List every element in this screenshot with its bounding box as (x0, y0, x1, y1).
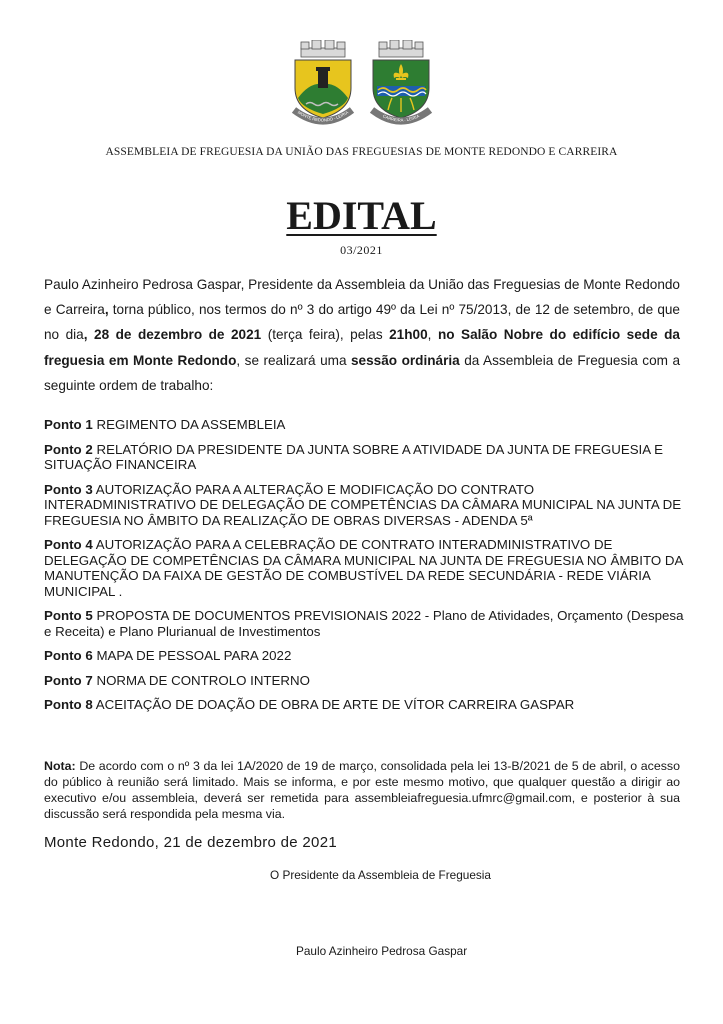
agenda-item (44, 417, 684, 433)
agenda-item (44, 648, 684, 664)
agenda-item-text: RELATÓRIO DA PRESIDENTE DA JUNTA SOBRE A ATIVIDADE DA JUNTA DE FREGUESIA E SITUAÇÃO FINANCEIRA (44, 441, 663, 472)
monte-redondo-coat-of-arms (288, 40, 358, 126)
intro-text-1: Paulo Azinheiro Pedrosa Gaspar, Presidente da Assembleia da União das Freguesias de Monte Redondo e Carreira (44, 277, 680, 318)
agenda-item-label: Ponto 8 (44, 697, 93, 712)
agenda-item-text: MAPA DE PESSOAL PARA 2022 (96, 648, 292, 663)
intro-text-3: (terça feira), pelas (261, 327, 390, 343)
session-type: sessão ordinária (351, 352, 460, 368)
agenda-item (44, 697, 684, 713)
agenda-item (44, 482, 684, 529)
note-paragraph (44, 758, 680, 822)
contact-email[interactable]: assembleiafreguesia.ufmrc@gmail.com (354, 791, 572, 805)
agenda-item-label: Ponto 6 (44, 648, 93, 663)
intro-text-2: torna público, nos termos do nº 3 do artigo 49º da Lei nº 75/2013, de 12 de setembro, de que no dia (44, 302, 680, 343)
meeting-date: , 28 de dezembro de 2021 (83, 327, 262, 343)
intro-bold-1: , (104, 302, 109, 318)
agenda-item (44, 673, 684, 689)
agenda-item-text: AUTORIZAÇÃO PARA A ALTERAÇÃO E MODIFICAÇÃO DO CONTRATO INTERADMINISTRATIVO DE DELEGAÇÃO DE COMPETÊNCIAS DA CÂMARA MUNICIPAL NA JUNTA DE FREGUESIA NO ÂMBITO DA REALIZAÇÃO DE OBRAS DIVERSAS - ADENDA 5ª (44, 481, 682, 528)
agenda-item-label: Ponto 5 (44, 608, 93, 623)
place-and-date: Monte Redondo, 21 de dezembro de 2021 (44, 834, 337, 851)
agenda-item (44, 537, 684, 599)
agenda-item-label: Ponto 3 (44, 481, 93, 497)
right-motto: CARREIRA - LEIRIA (382, 113, 420, 123)
meeting-time: 21h00 (389, 327, 428, 343)
note-text-end: , e posterior à sua discussão será respondida pela mesma via. (44, 791, 680, 821)
agenda-item-text: AUTORIZAÇÃO PARA A CELEBRAÇÃO DE CONTRATO INTERADMINISTRATIVO DE DELEGAÇÃO DE COMPETÊNCIAS DA CÂMARA MUNICIPAL NA JUNTA DE FREGUESIA NO ÂMBITO DA MANUTENÇÃO DA FAIXA DE GESTÃO DE COMBUSTÍVEL DA REDE SECUNDÁRIA - REDE VIÁRIA MUNICIPAL . (44, 537, 683, 599)
agenda-item-text: ACEITAÇÃO DE DOAÇÃO DE OBRA DE ARTE DE VÍTOR CARREIRA GASPAR (95, 697, 575, 712)
note-label: Nota: (44, 759, 76, 773)
signatory-name: Paulo Azinheiro Pedrosa Gaspar (296, 944, 468, 958)
agenda-item-label: Ponto 4 (44, 537, 93, 552)
meeting-location: no Salão Nobre do edifício sede da freguesia em Monte Redondo (44, 327, 680, 368)
agenda-item (44, 442, 684, 473)
agenda-list (44, 417, 684, 722)
note-text: De acordo com o nº 3 da lei 1A/2020 de 19 de março, consolidada pela lei 13-B/2021 de 5 de abril, o acesso do público à reunião será limitado. Mais se informa, e por este mesmo motivo, que qualquer questão a dirigir ao executivo e/ou assembleia, deverá ser remetida para (44, 759, 680, 805)
agenda-item-label: Ponto 2 (44, 441, 93, 457)
intro-text-6: da Assembleia de Freguesia com a seguinte ordem de trabalho: (44, 352, 681, 393)
edital-number: 03/2021 (340, 243, 383, 257)
agenda-item-text: NORMA DE CONTROLO INTERNO (96, 672, 310, 688)
page-title: EDITAL (286, 193, 437, 238)
signatory-title: O Presidente da Assembleia de Freguesia (270, 868, 491, 882)
agenda-item-text: REGIMENTO DA ASSEMBLEIA (96, 417, 286, 432)
intro-text-5: , se realizará uma (236, 352, 351, 368)
agenda-item-text: PROPOSTA DE DOCUMENTOS PREVISIONAIS 2022 - Plano de Atividades, Orçamento (Despesa e Receita) e Plano Plurianual de Investimentos (44, 608, 684, 639)
left-motto: MONTE REDONDO - LEIRIA (296, 109, 350, 123)
organization-name: ASSEMBLEIA DE FREGUESIA DA UNIÃO DAS FREGUESIAS DE MONTE REDONDO E CARREIRA (105, 146, 618, 158)
intro-paragraph (44, 272, 680, 398)
intro-text-4: , (427, 327, 438, 343)
agenda-item-label: Ponto 1 (44, 417, 93, 432)
carreira-coat-of-arms (366, 40, 436, 126)
agenda-item-label: Ponto 7 (44, 672, 93, 688)
coats-of-arms (0, 40, 723, 130)
agenda-item (44, 608, 684, 639)
